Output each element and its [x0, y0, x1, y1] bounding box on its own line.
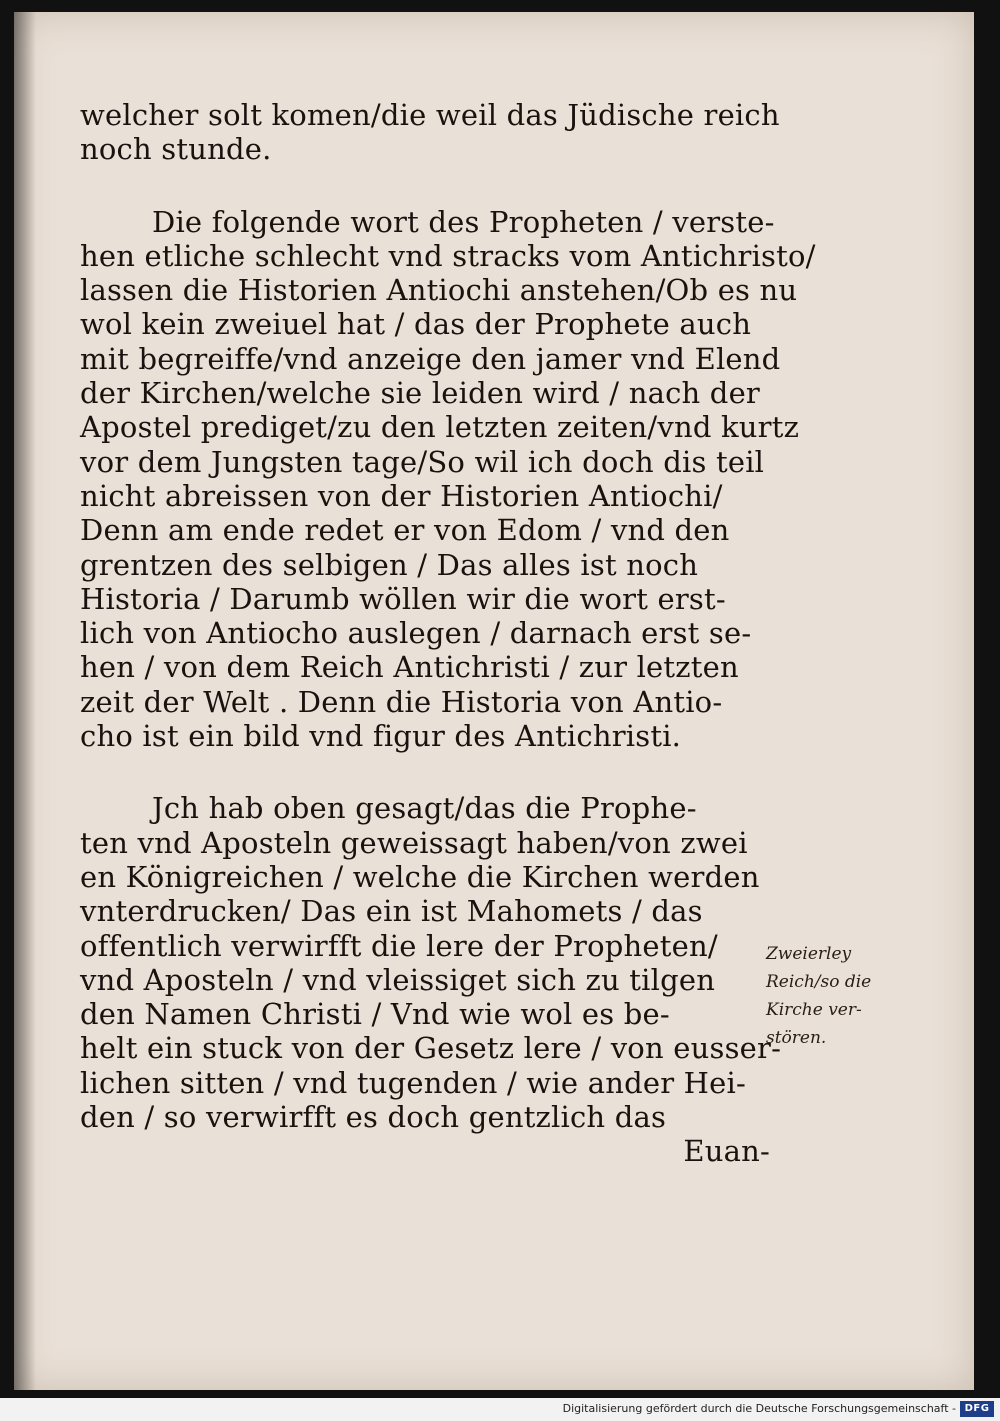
text-line: vnterdrucken/ Das ein ist Mahomets / das — [80, 894, 703, 929]
text-line: offentlich verwirfft die lere der Propheten/ — [80, 928, 718, 963]
text-line: hen etliche schlecht vnd stracks vom Antichristo/ — [80, 238, 816, 273]
text-line: noch stunde. — [80, 132, 272, 167]
text-line: Denn am ende redet er von Edom / vnd den — [80, 513, 730, 548]
text-line: helt ein stuck von der Gesetz lere / von eusser- — [80, 1031, 782, 1066]
text-line: hen / von dem Reich Antichristi / zur letzten — [80, 650, 739, 685]
text-line: vnd Aposteln / vnd vleissiget sich zu tilgen — [80, 962, 716, 997]
paragraph-2 — [80, 204, 816, 754]
text-line: vor dem Jungsten tage/So wil ich doch dis teil — [80, 444, 765, 479]
text-line: der Kirchen/welche sie leiden wird / nach der — [80, 376, 760, 411]
text-line: ten vnd Aposteln geweissagt haben/von zwei — [80, 825, 748, 860]
text-line: cho ist ein bild vnd figur des Antichristi. — [80, 719, 682, 754]
marginal-note-line: Zweierley — [766, 944, 852, 964]
footer-bar — [0, 1398, 1000, 1421]
marginal-note-line: Reich/so die — [766, 972, 872, 992]
text-line: en Königreichen / welche die Kirchen werden — [80, 859, 760, 894]
text-line: Die folgende wort des Propheten / verste- — [152, 204, 775, 239]
text-line: welcher solt komen/die weil das Jüdische reich — [80, 98, 780, 132]
text-line: Apostel prediget/zu den letzten zeiten/vnd kurtz — [80, 410, 800, 445]
paragraph-3 — [80, 791, 780, 1168]
marginal-note — [766, 940, 936, 1052]
text-line: grentzen des selbigen / Das alles ist noch — [80, 547, 699, 582]
text-line: wol kein zweiuel hat / das der Prophete auch — [80, 307, 752, 342]
scanned-page — [14, 12, 974, 1390]
text-line: Historia / Darumb wöllen wir die wort erst- — [80, 581, 726, 616]
text-line: nicht abreissen von der Historien Antiochi/ — [80, 478, 723, 513]
dfg-logo-icon: DFG — [960, 1401, 994, 1417]
catchword: Euan- — [683, 1134, 770, 1169]
text-line: lichen sitten / vnd tugenden / wie ander Hei- — [80, 1065, 747, 1100]
text-line: zeit der Welt . Denn die Historia von Antio- — [80, 684, 723, 719]
paragraph-1 — [80, 98, 780, 167]
marginal-note-line: Kirche ver- — [766, 1000, 862, 1020]
text-line: lich von Antiocho auslegen / darnach erst se- — [80, 616, 752, 651]
text-line: lassen die Historien Antiochi anstehen/Ob es nu — [80, 273, 798, 308]
marginal-note-line: stören. — [766, 1028, 827, 1048]
text-line: Jch hab oben gesagt/das die Prophe- — [152, 791, 697, 826]
funding-credit: Digitalisierung gefördert durch die Deutsche Forschungsgemeinschaft - — [562, 1402, 956, 1415]
text-line: den Namen Christi / Vnd wie wol es be- — [80, 997, 670, 1032]
text-line: mit begreiffe/vnd anzeige den jamer vnd Elend — [80, 341, 781, 376]
text-line: den / so verwirfft es doch gentzlich das — [80, 1100, 667, 1135]
